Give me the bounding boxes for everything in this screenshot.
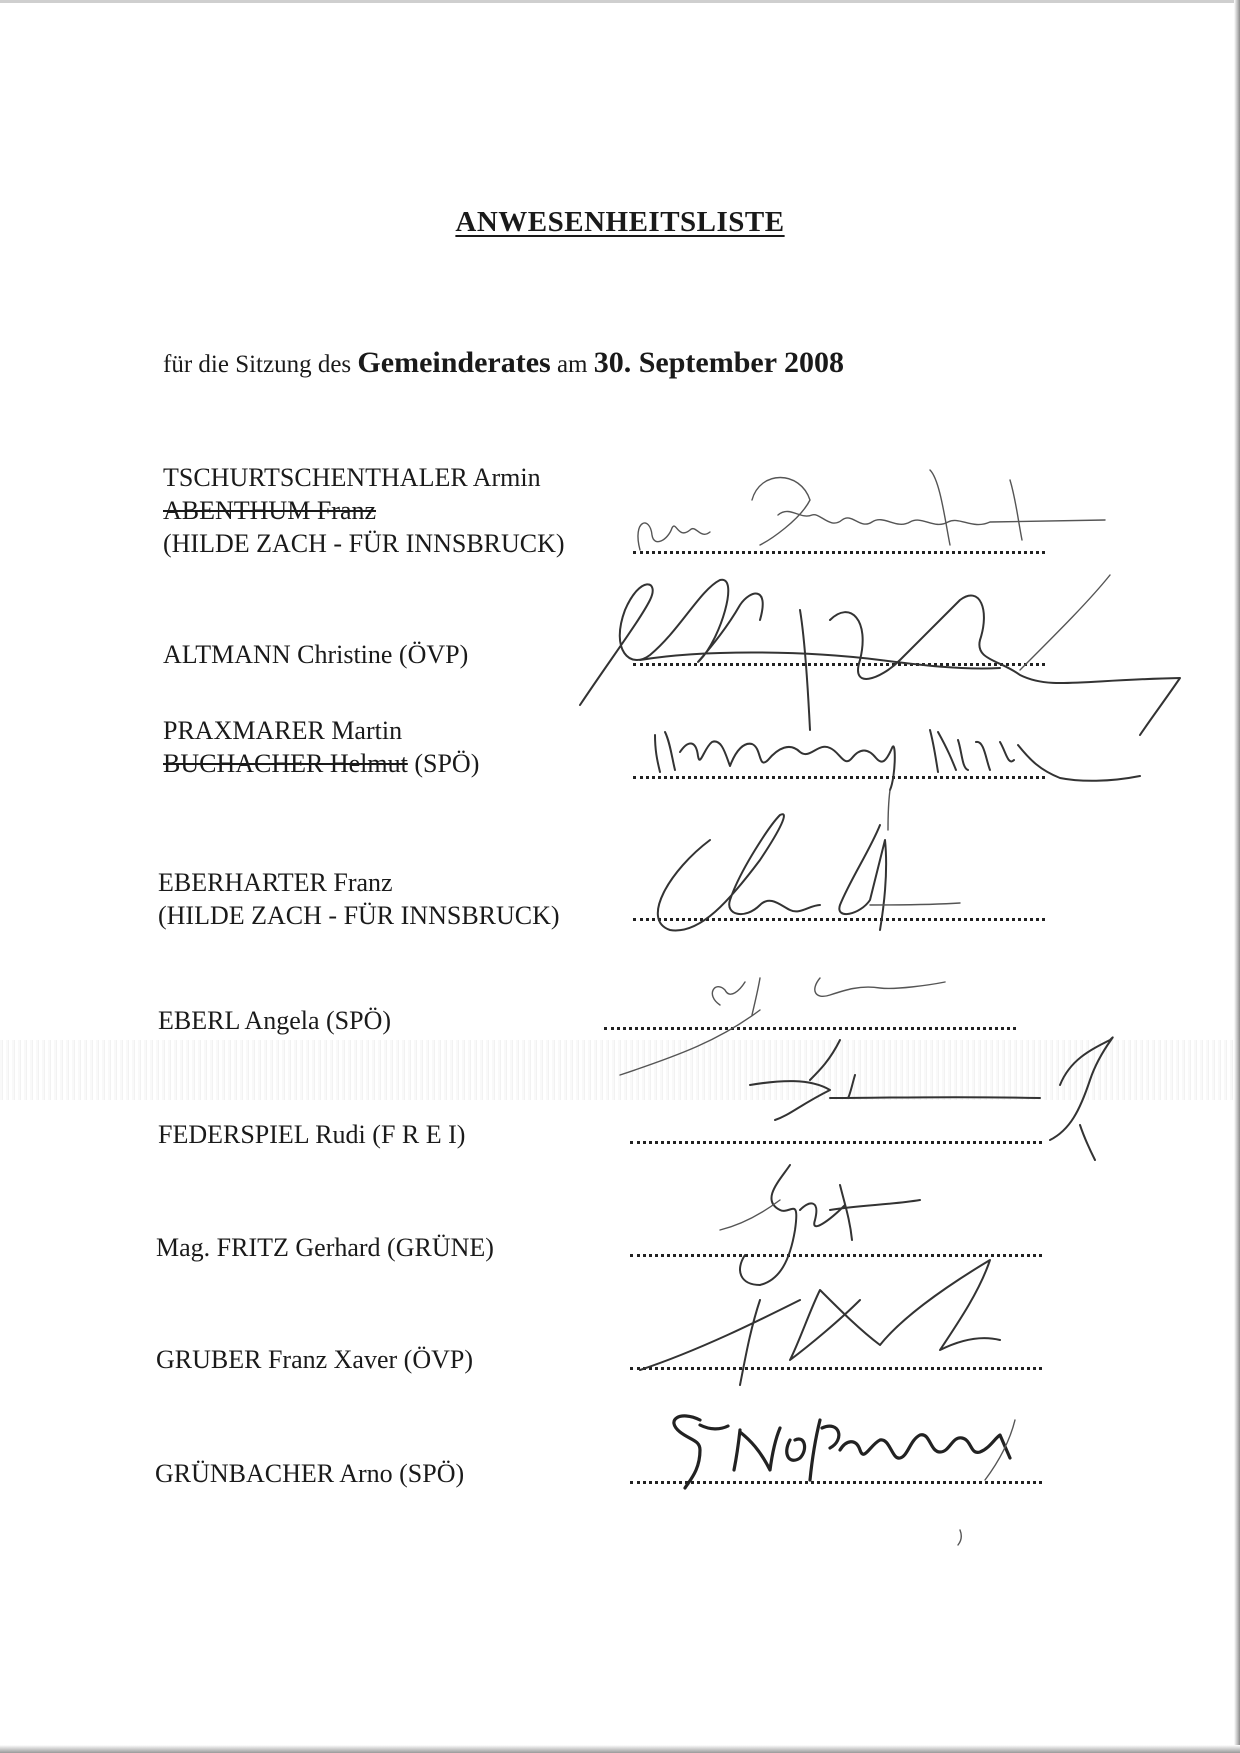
signature-line [604, 1027, 1016, 1030]
subtitle-connector: am [556, 351, 588, 378]
attendee-name-block [163, 461, 565, 560]
attendee-party: (HILDE ZACH - FÜR INNSBRUCK) [163, 529, 565, 558]
attendee-name: PRAXMARER Martin [163, 716, 403, 745]
signature-line [630, 1141, 1042, 1144]
signature-line [633, 663, 1045, 666]
signature-altmann [580, 575, 1180, 735]
attendee-name-block [158, 1004, 391, 1037]
scan-edge-right [1234, 0, 1240, 1753]
signature-fritz [720, 1165, 920, 1285]
scan-edge-top [0, 0, 1240, 3]
attendee-party: (SPÖ) [407, 749, 480, 778]
subtitle-body: Gemeinderates [357, 346, 551, 379]
signature-praxmarer [655, 730, 1140, 830]
attendee-name-block [156, 1231, 494, 1264]
signature-line [630, 1367, 1042, 1370]
attendee-name: EBERL Angela (SPÖ) [158, 1006, 392, 1035]
attendee-name: TSCHURTSCHENTHALER Armin [163, 463, 541, 492]
attendee-party: (HILDE ZACH - FÜR INNSBRUCK) [158, 901, 560, 930]
session-subtitle [163, 346, 844, 380]
subtitle-prefix: für die Sitzung des [163, 351, 352, 378]
attendee-name-block [163, 638, 468, 671]
scan-edge-bottom [0, 1745, 1240, 1753]
attendee-name: ALTMANN Christine (ÖVP) [163, 640, 469, 669]
signature-line [630, 1254, 1042, 1257]
struck-name: ABENTHUM Franz [163, 496, 377, 525]
signature-tschurtschenthaler [638, 470, 1105, 550]
attendee-name: EBERHARTER Franz [158, 868, 393, 897]
attendee-name-block [158, 866, 560, 932]
attendee-name: GRÜNBACHER Arno (SPÖ) [155, 1459, 465, 1488]
attendee-name: GRUBER Franz Xaver (ÖVP) [156, 1345, 474, 1374]
signature-line [630, 1481, 1042, 1484]
attendee-name-block [155, 1457, 464, 1490]
signature-line [633, 551, 1045, 554]
attendee-name-block [156, 1343, 473, 1376]
attendee-name: FEDERSPIEL Rudi (F R E I) [158, 1120, 466, 1149]
attendee-name-block [163, 714, 479, 780]
attendee-name-block [158, 1118, 465, 1151]
document-title: ANWESENHEITSLISTE [455, 206, 785, 238]
scan-noise-band [0, 1040, 1234, 1100]
signature-line [633, 918, 1045, 921]
signature-line [633, 776, 1045, 779]
struck-name: BUCHACHER Helmut [163, 749, 408, 778]
signature-eberharter [658, 814, 960, 930]
session-date: 30. September 2008 [593, 346, 845, 379]
attendee-name: Mag. FRITZ Gerhard (GRÜNE) [156, 1233, 494, 1262]
